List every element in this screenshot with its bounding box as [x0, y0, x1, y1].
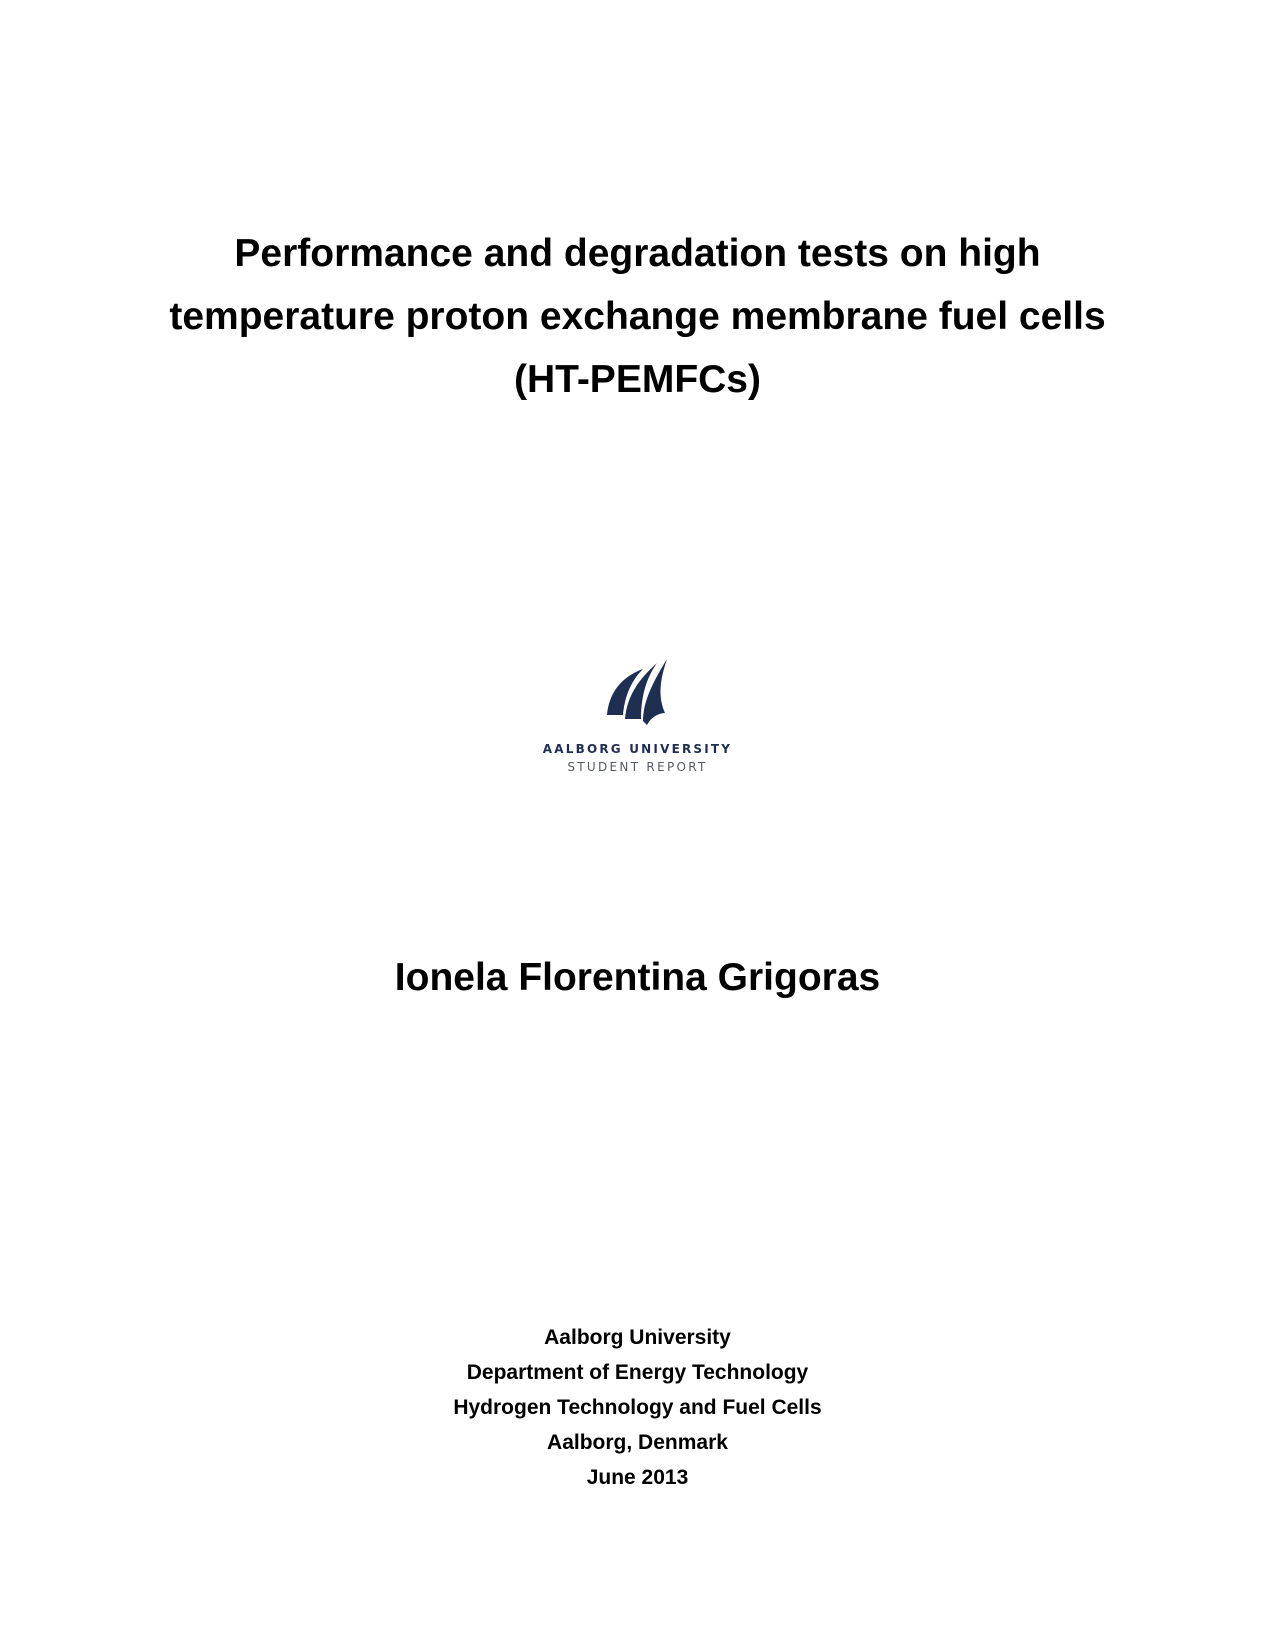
affiliation-university: Aalborg University — [544, 1326, 731, 1349]
logo-subtitle: STUDENT REPORT — [567, 760, 708, 774]
affiliation-date: June 2013 — [586, 1466, 689, 1489]
title-line-3: (HT-PEMFCs) — [514, 358, 761, 401]
affiliation-block — [0, 1320, 1275, 1495]
logo-university-name: AALBORG UNIVERSITY — [542, 742, 733, 756]
aalborg-university-wave-icon — [603, 655, 673, 727]
title-line-1: Performance and degradation tests on high — [234, 232, 1041, 275]
affiliation-department: Department of Energy Technology — [466, 1361, 809, 1384]
affiliation-program: Hydrogen Technology and Fuel Cells — [453, 1396, 822, 1419]
author-name: Ionela Florentina Grigoras — [394, 956, 881, 999]
document-title — [0, 222, 1275, 411]
university-logo — [0, 655, 1275, 775]
affiliation-location: Aalborg, Denmark — [547, 1431, 728, 1454]
title-line-2: temperature proton exchange membrane fuel cells — [169, 295, 1106, 338]
